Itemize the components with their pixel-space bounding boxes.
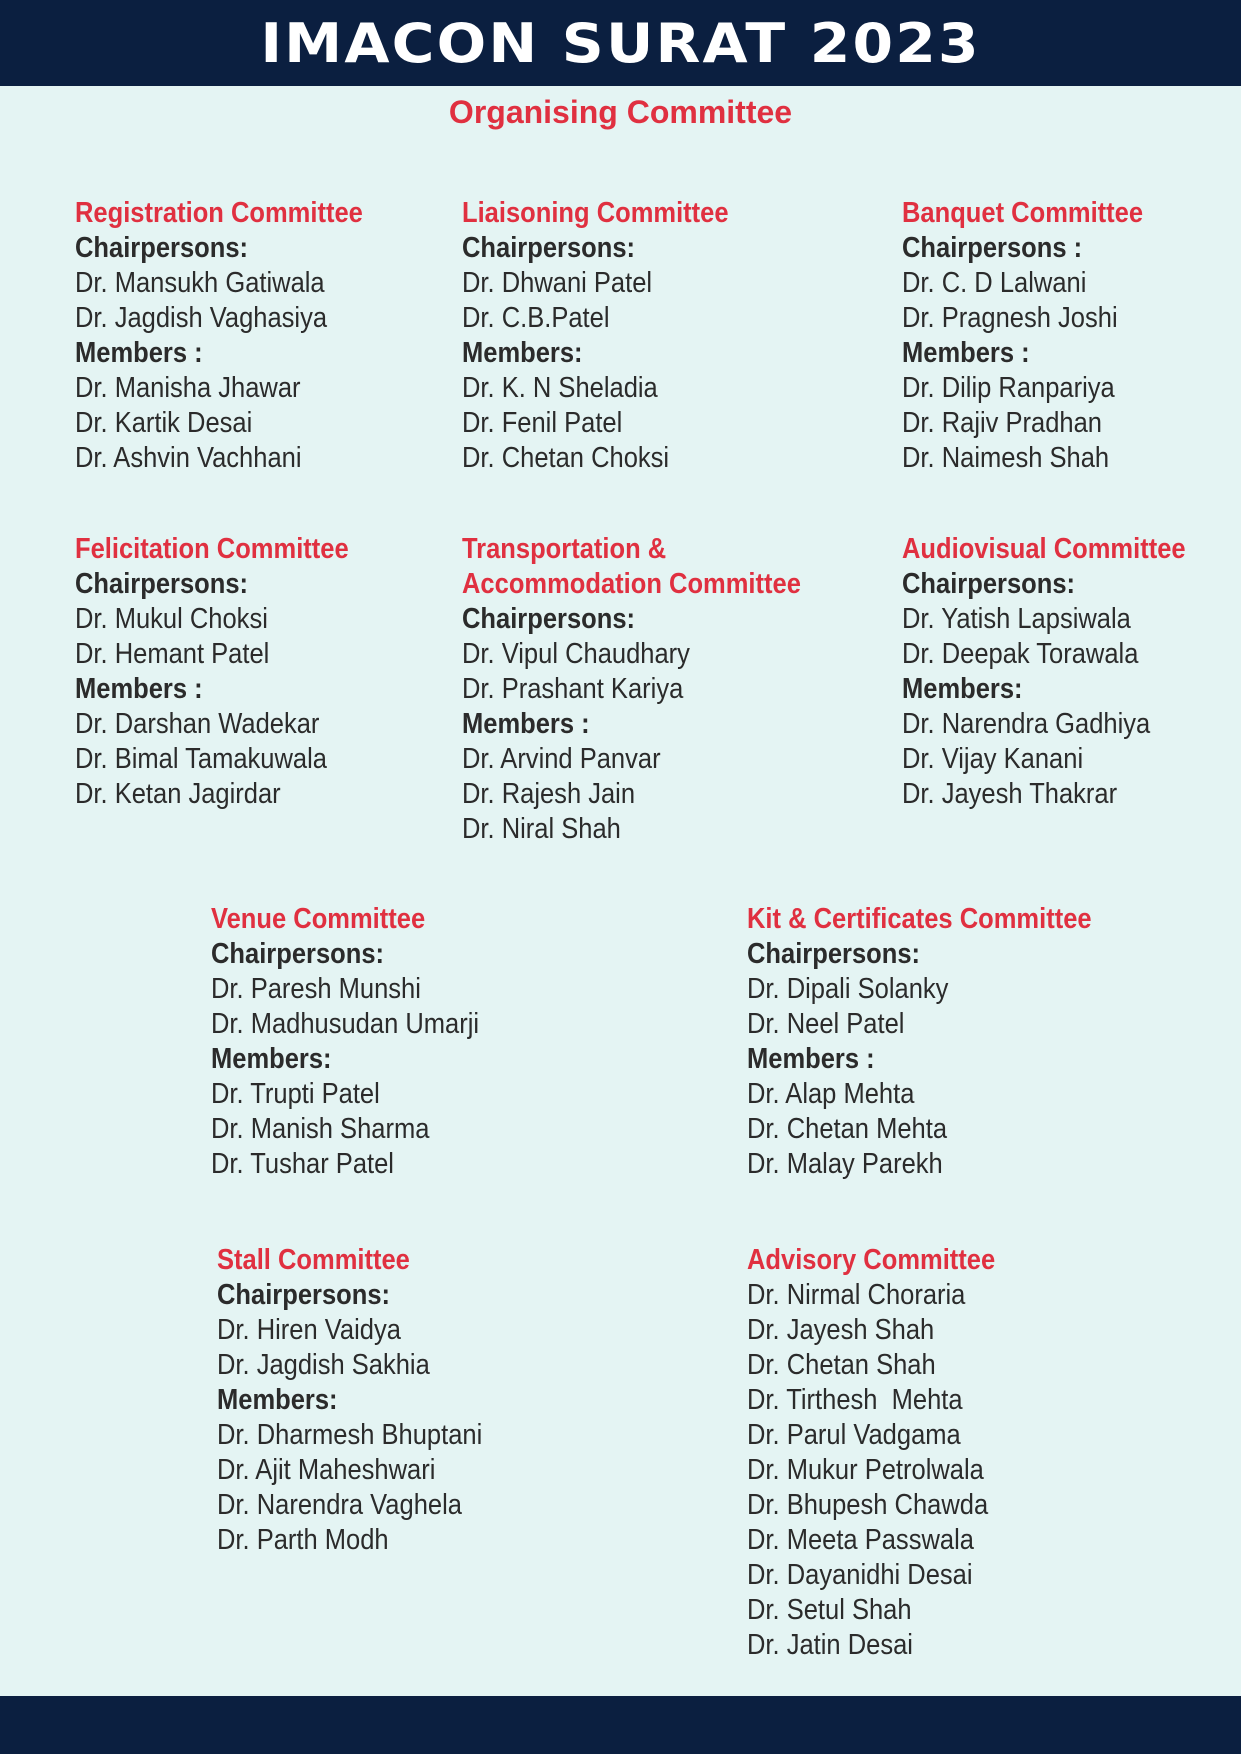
chairpersons-label: Chairpersons: [217,1279,391,1311]
committee-title: Audiovisual Committee [902,533,1186,565]
members-label: Members: [902,673,1023,705]
chairperson-name: Dr. Prashant Kariya [462,673,684,705]
chairpersons-label: Chairpersons : [902,232,1083,264]
member-name: Dr. Darshan Wadekar [75,708,320,740]
member-name: Dr. Fenil Patel [462,407,623,439]
chairperson-name: Dr. Jagdish Vaghasiya [75,302,328,334]
page-subtitle: Organising Committee [448,94,793,130]
footer-bar [0,1696,1241,1754]
committee-title: Banquet Committee [902,197,1144,229]
member-name: Dr. Jayesh Thakrar [902,778,1118,810]
kit-certificates-committee [747,902,1139,1182]
member-name: Dr. Meeta Passwala [747,1524,974,1556]
members-label: Members : [747,1043,875,1075]
chairpersons-label: Chairpersons: [462,232,636,264]
stall-committee [217,1243,518,1558]
member-name: Dr. Bimal Tamakuwala [75,743,327,775]
members-label: Members : [75,337,203,369]
members-label: Members: [211,1043,332,1075]
member-name: Dr. Setul Shah [747,1594,912,1626]
member-name: Dr. Jayesh Shah [747,1314,935,1346]
member-name: Dr. Ajit Maheshwari [217,1454,436,1486]
committee-title: Kit & Certificates Committee [747,903,1092,935]
member-name: Dr. Arvind Panvar [462,743,661,775]
member-name: Dr. Jatin Desai [747,1629,913,1661]
chairperson-name: Dr. Mukul Choksi [75,603,268,635]
chairperson-name: Dr. Yatish Lapsiwala [902,603,1131,635]
registration-committee [75,196,402,476]
member-name: Dr. Niral Shah [462,813,621,845]
member-name: Dr. Bhupesh Chawda [747,1489,989,1521]
member-name: Dr. Chetan Mehta [747,1113,948,1145]
committee-title: Registration Committee [75,197,363,229]
committee-title: Transportation & [462,533,667,565]
chairpersons-label: Chairpersons: [211,938,385,970]
header-banner [0,0,1241,86]
chairperson-name: Dr. Deepak Torawala [902,638,1139,670]
venue-committee [211,902,516,1182]
member-name: Dr. Ketan Jagirdar [75,778,281,810]
chairpersons-label: Chairpersons: [747,938,921,970]
members-label: Members : [75,673,203,705]
chairperson-name: Dr. Madhusudan Umarji [211,1008,480,1040]
member-name: Dr. Trupti Patel [211,1078,380,1110]
member-name: Dr. Nirmal Choraria [747,1279,966,1311]
member-name: Dr. Alap Mehta [747,1078,915,1110]
audiovisual-committee [902,532,1224,812]
committee-title: Advisory Committee [747,1244,996,1276]
member-name: Dr. Vijay Kanani [902,743,1084,775]
chairperson-name: Dr. Dipali Solanky [747,973,949,1005]
member-name: Dr. Tushar Patel [211,1148,394,1180]
liaisoning-committee [462,196,765,476]
banquet-committee [902,196,1176,476]
event-title: IMACON SURAT 2023 [260,11,981,75]
member-name: Dr. Chetan Choksi [462,442,670,474]
committee-title-line2: Accommodation Committee [462,568,801,600]
member-name: Dr. Parul Vadgama [747,1419,961,1451]
member-name: Dr. Narendra Vaghela [217,1489,462,1521]
member-name: Dr. Ashvin Vachhani [75,442,302,474]
advisory-committee [747,1243,1029,1663]
chairpersons-label: Chairpersons: [462,603,636,635]
member-name: Dr. Manish Sharma [211,1113,430,1145]
member-name: Dr. Dayanidhi Desai [747,1559,973,1591]
member-name: Dr. Rajesh Jain [462,778,636,810]
member-name: Dr. Chetan Shah [747,1349,936,1381]
chairperson-name: Dr. Jagdish Sakhia [217,1349,430,1381]
member-name: Dr. Dharmesh Bhuptani [217,1419,483,1451]
chairperson-name: Dr. Paresh Munshi [211,973,421,1005]
member-name: Dr. Naimesh Shah [902,442,1110,474]
committee-title: Liaisoning Committee [462,197,729,229]
chairperson-name: Dr. C.B.Patel [462,302,610,334]
chairperson-name: Dr. Neel Patel [747,1008,905,1040]
chairperson-name: Dr. Vipul Chaudhary [462,638,690,670]
member-name: Dr. Manisha Jhawar [75,372,301,404]
chairperson-name: Dr. C. D Lalwani [902,267,1087,299]
chairpersons-label: Chairpersons: [902,568,1076,600]
chairperson-name: Dr. Pragnesh Joshi [902,302,1118,334]
chairperson-name: Dr. Hemant Patel [75,638,270,670]
member-name: Dr. Parth Modh [217,1524,389,1556]
committee-title: Felicitation Committee [75,533,349,565]
member-name: Dr. Mukur Petrolwala [747,1454,984,1486]
chairperson-name: Dr. Mansukh Gatiwala [75,267,325,299]
member-name: Dr. Rajiv Pradhan [902,407,1103,439]
committee-title: Stall Committee [217,1244,410,1276]
members-label: Members: [217,1384,338,1416]
members-label: Members : [462,708,590,740]
member-name: Dr. Dilip Ranpariya [902,372,1115,404]
committee-title: Venue Committee [211,903,426,935]
members-label: Members : [902,337,1030,369]
chairpersons-label: Chairpersons: [75,568,249,600]
member-name: Dr. Malay Parekh [747,1148,943,1180]
chairperson-name: Dr. Dhwani Patel [462,267,653,299]
member-name: Dr. Narendra Gadhiya [902,708,1151,740]
member-name: Dr. K. N Sheladia [462,372,658,404]
chairperson-name: Dr. Hiren Vaidya [217,1314,401,1346]
felicitation-committee [75,532,386,812]
transportation-accommodation-committee [462,532,847,847]
members-label: Members: [462,337,583,369]
member-name: Dr. Kartik Desai [75,407,253,439]
chairpersons-label: Chairpersons: [75,232,249,264]
member-name: Dr. Tirthesh Mehta [747,1384,963,1416]
